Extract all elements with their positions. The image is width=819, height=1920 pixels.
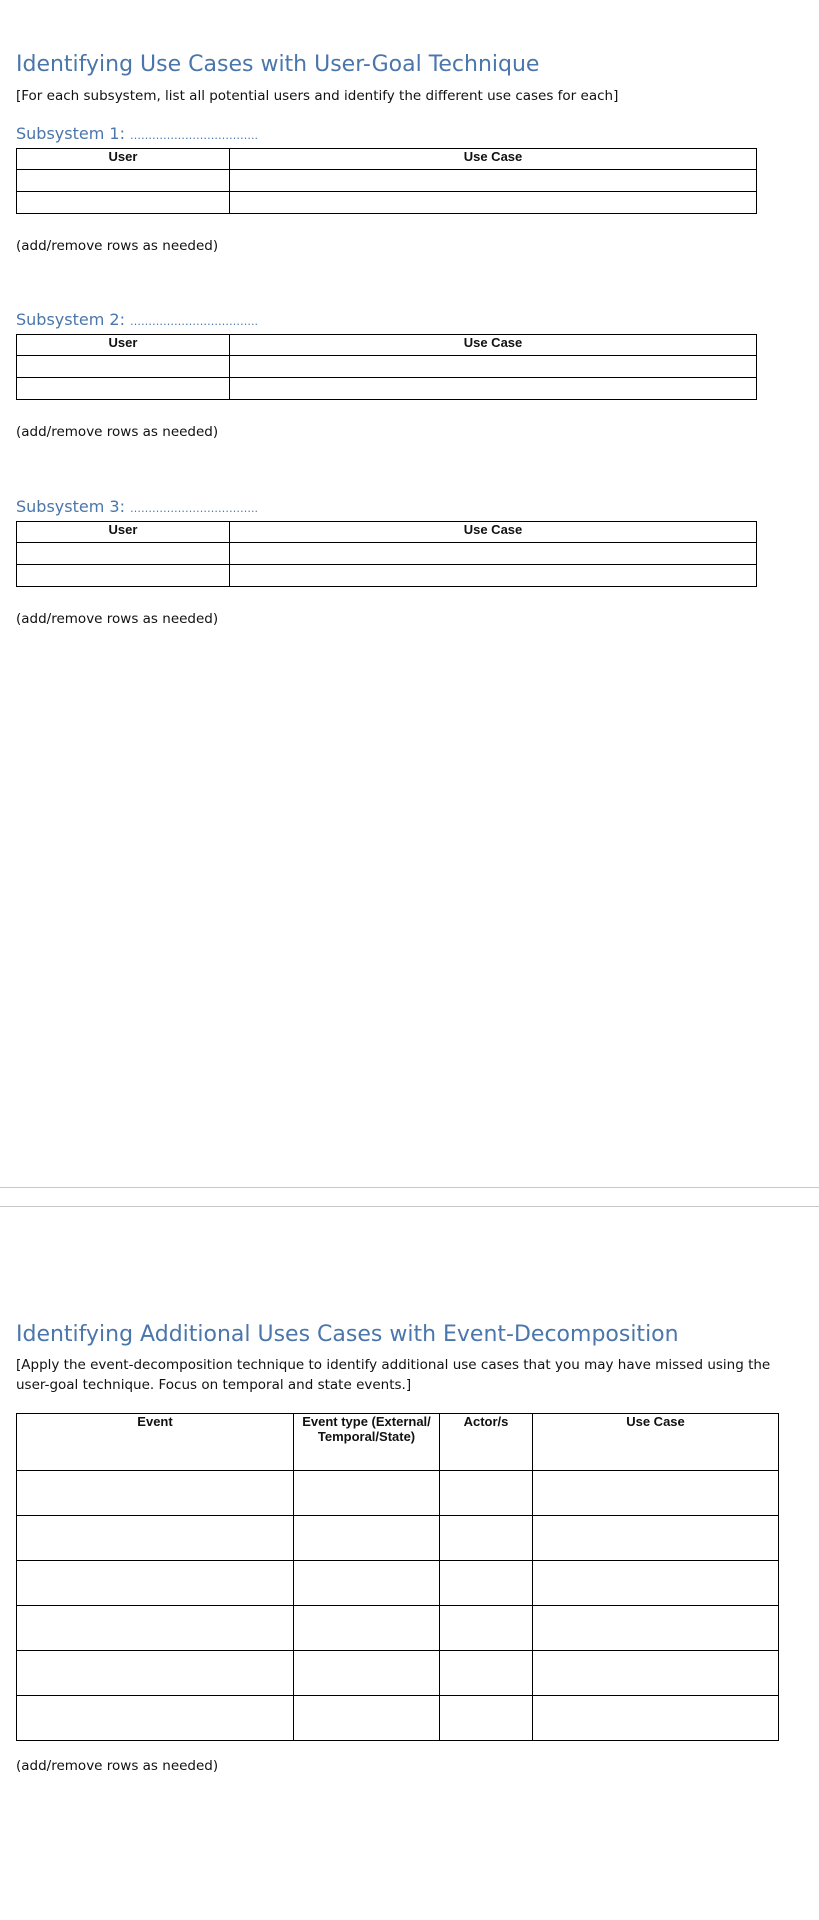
subsystem-2-dots: …………………………….. — [130, 315, 259, 328]
subsystem-2-heading — [16, 310, 258, 329]
use-case-cell[interactable] — [230, 543, 757, 565]
table-row — [17, 1516, 779, 1561]
actor-cell[interactable] — [440, 1561, 533, 1606]
event-column-header: Event — [17, 1414, 294, 1471]
user-column-header: User — [17, 149, 230, 170]
event-cell[interactable] — [17, 1516, 294, 1561]
table-row — [17, 565, 757, 587]
user-column-header: User — [17, 335, 230, 356]
user-cell[interactable] — [17, 565, 230, 587]
subsystem-1-label: Subsystem 1: — [16, 124, 125, 143]
add-remove-rows-note: (add/remove rows as needed) — [16, 611, 219, 627]
subsystem-3-table — [16, 521, 757, 587]
event-cell[interactable] — [17, 1696, 294, 1741]
page-separator-bottom — [0, 1206, 819, 1207]
subsystem-2-label: Subsystem 2: — [16, 310, 125, 329]
use-case-cell[interactable] — [230, 356, 757, 378]
table-row — [17, 543, 757, 565]
add-remove-rows-note: (add/remove rows as needed) — [16, 424, 219, 440]
page-separator-top — [0, 1187, 819, 1188]
use-case-column-header: Use Case — [230, 335, 757, 356]
event-type-cell[interactable] — [294, 1696, 440, 1741]
actor-cell[interactable] — [440, 1696, 533, 1741]
event-type-cell[interactable] — [294, 1651, 440, 1696]
table-row — [17, 170, 757, 192]
user-cell[interactable] — [17, 378, 230, 400]
subsystem-3-heading — [16, 497, 258, 516]
actor-cell[interactable] — [440, 1606, 533, 1651]
actor-cell[interactable] — [440, 1516, 533, 1561]
use-case-cell[interactable] — [533, 1471, 779, 1516]
user-column-header: User — [17, 522, 230, 543]
table-row — [17, 356, 757, 378]
use-case-cell[interactable] — [230, 170, 757, 192]
event-type-cell[interactable] — [294, 1561, 440, 1606]
subsystem-3-label: Subsystem 3: — [16, 497, 125, 516]
actor-cell[interactable] — [440, 1471, 533, 1516]
use-case-cell[interactable] — [230, 192, 757, 214]
table-row — [17, 1696, 779, 1741]
event-cell[interactable] — [17, 1651, 294, 1696]
table-row — [17, 192, 757, 214]
table-row — [17, 1561, 779, 1606]
event-type-column-header — [294, 1414, 440, 1471]
user-cell[interactable] — [17, 170, 230, 192]
event-type-cell[interactable] — [294, 1471, 440, 1516]
user-cell[interactable] — [17, 356, 230, 378]
add-remove-rows-note: (add/remove rows as needed) — [16, 238, 219, 254]
use-case-cell[interactable] — [533, 1561, 779, 1606]
event-decomposition-table — [16, 1413, 779, 1741]
page-title-event-decomposition: Identifying Additional Uses Cases with Event-Decomposition — [16, 1322, 679, 1347]
event-type-header-text: Event type (External/ Temporal/State) — [302, 1414, 431, 1444]
use-case-cell[interactable] — [533, 1516, 779, 1561]
table-row — [17, 1651, 779, 1696]
actor-cell[interactable] — [440, 1651, 533, 1696]
table-row — [17, 378, 757, 400]
add-remove-rows-note-event-decomposition: (add/remove rows as needed) — [16, 1758, 219, 1774]
subsystem-1-heading — [16, 124, 258, 143]
instruction-text-event-decomposition: [Apply the event-decomposition technique to identify additional use cases that you may have missed using the user-goal technique. Focus on temporal and state events.] — [16, 1357, 771, 1393]
table-row — [17, 1606, 779, 1651]
use-case-cell[interactable] — [533, 1606, 779, 1651]
event-cell[interactable] — [17, 1471, 294, 1516]
instruction-text: [For each subsystem, list all potential users and identify the different use cases for each] — [16, 88, 619, 104]
use-case-cell[interactable] — [230, 565, 757, 587]
use-case-cell[interactable] — [230, 378, 757, 400]
event-type-cell[interactable] — [294, 1516, 440, 1561]
event-cell[interactable] — [17, 1606, 294, 1651]
page-title: Identifying Use Cases with User-Goal Technique — [16, 52, 540, 77]
event-cell[interactable] — [17, 1561, 294, 1606]
subsystem-1-dots: …………………………….. — [130, 129, 259, 142]
user-cell[interactable] — [17, 192, 230, 214]
subsystem-2-table — [16, 334, 757, 400]
event-type-cell[interactable] — [294, 1606, 440, 1651]
use-case-cell[interactable] — [533, 1651, 779, 1696]
use-case-column-header: Use Case — [230, 149, 757, 170]
use-case-cell[interactable] — [533, 1696, 779, 1741]
use-case-column-header: Use Case — [230, 522, 757, 543]
user-cell[interactable] — [17, 543, 230, 565]
subsystem-1-table — [16, 148, 757, 214]
subsystem-3-dots: …………………………….. — [130, 502, 259, 515]
actor-column-header: Actor/s — [440, 1414, 533, 1471]
table-row — [17, 1471, 779, 1516]
use-case-column-header: Use Case — [533, 1414, 779, 1471]
